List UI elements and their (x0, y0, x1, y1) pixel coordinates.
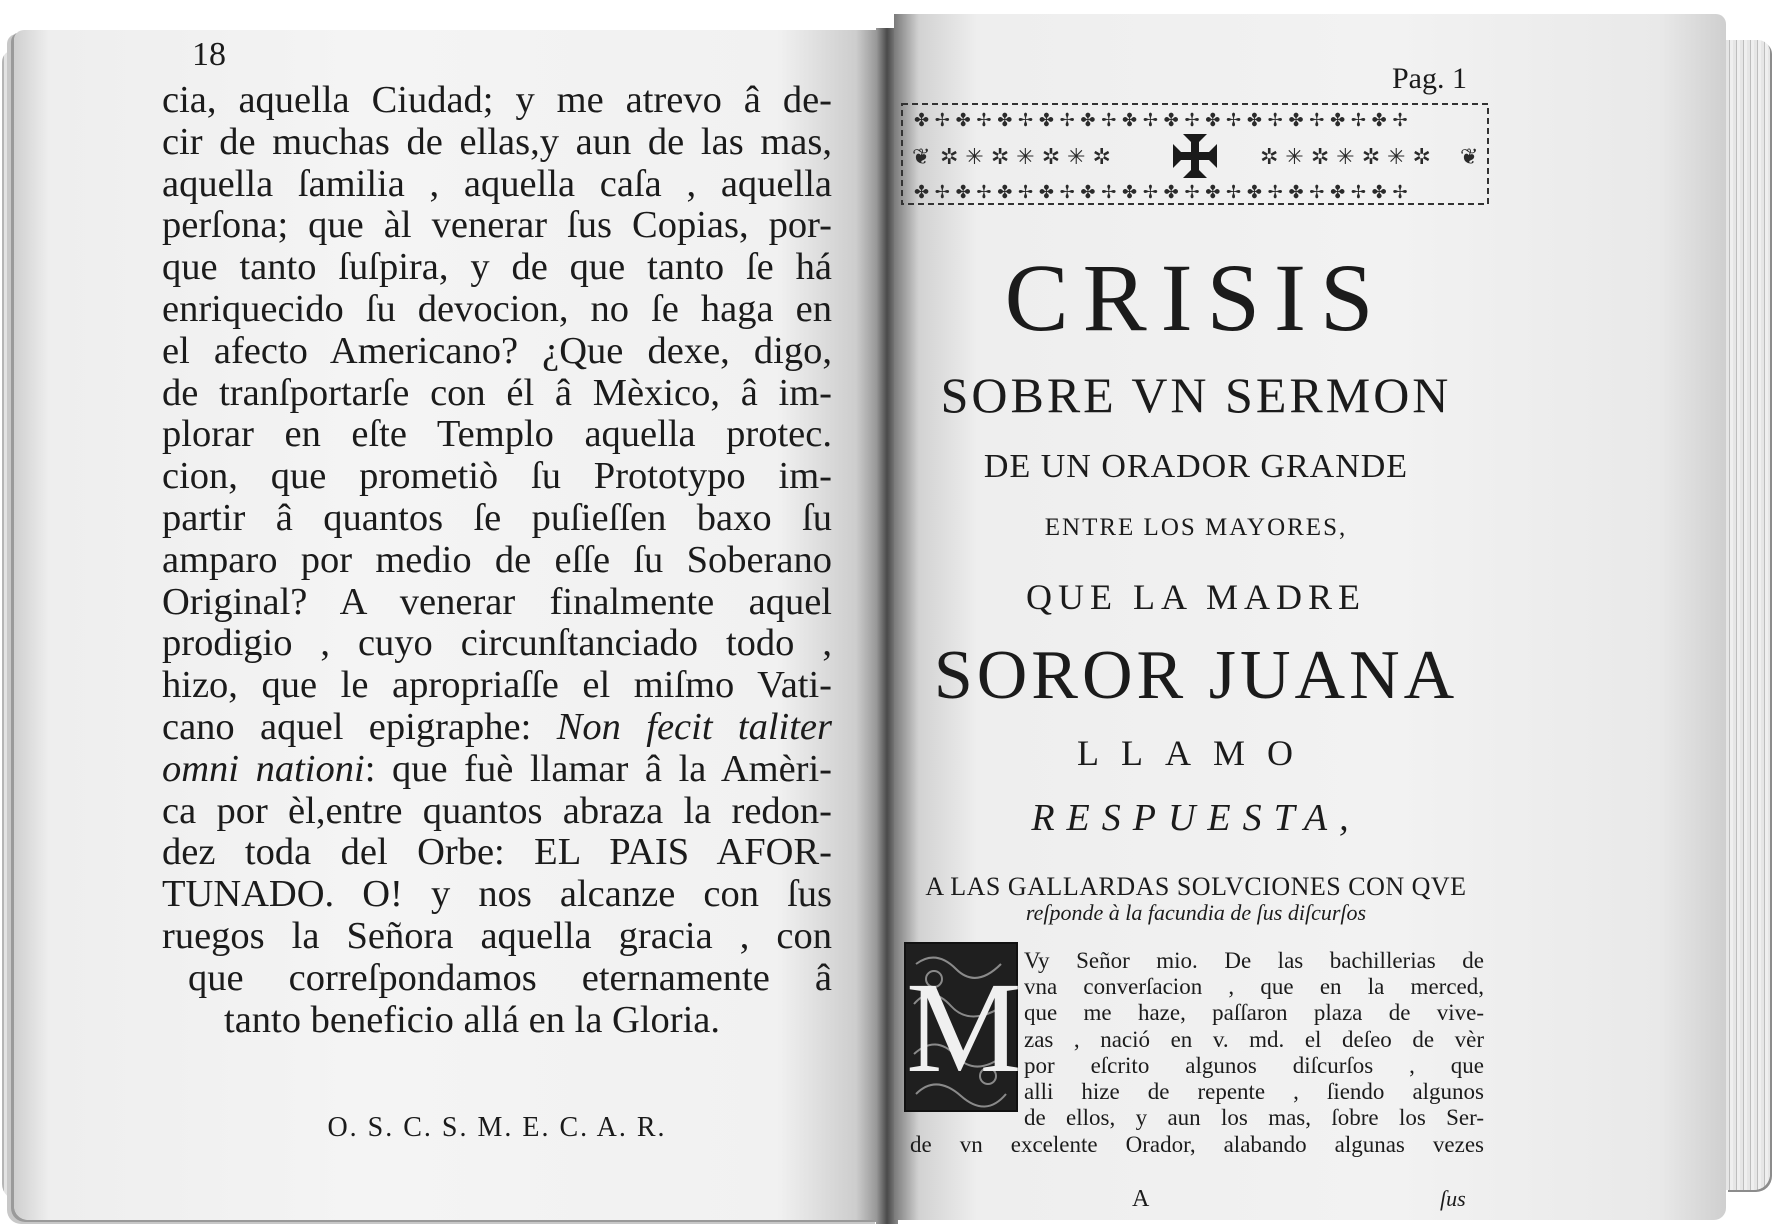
catchword: ſus (1440, 1186, 1466, 1211)
text-line: cir de muchas de ellas,y aun de las mas, (162, 120, 832, 163)
text-line: tanto beneficio allá en la Gloria. (224, 998, 721, 1041)
text-line: alli hize de repente , ſiendo algunos (1024, 1079, 1484, 1105)
text-line: zas , nació en v. md. el deſeo de vèr (1024, 1026, 1484, 1052)
initial-letter: M (906, 956, 1022, 1100)
text-line: aquella ſamilia , aquella caſa , aquella (162, 162, 832, 205)
title-orador: DE UN ORADOR GRANDE (983, 448, 1409, 485)
right-page-edges (1726, 40, 1770, 1190)
right-page (894, 14, 1726, 1220)
title-llamo: LLAMO (1077, 733, 1315, 773)
right-page-bottom-text (910, 1132, 1484, 1158)
right-page-number: Pag. 1 (1392, 62, 1467, 95)
text-line: amparo por medio de eſſe ſu Soberano (162, 538, 832, 581)
right-page-body (1024, 948, 1484, 1131)
title-soror-juana: SOROR JUANA (933, 637, 1459, 714)
title-respuesta: RESPUESTA, (1031, 797, 1361, 839)
text-line: que me haze, paſſaron plaza de vive- (1024, 1000, 1484, 1026)
text-line: partir â quantos ſe puſieſſen baxo ſu (162, 496, 832, 539)
decorated-initial (904, 942, 1022, 1112)
text-line: ca por èl,entre quantos abraza la redon- (162, 789, 832, 832)
text-line: de vn excelente Orador, alabando algunas vezes (910, 1132, 1484, 1157)
svg-text:✲ ✳ ✲ ✳ ✲ ✳ ✲: ✲ ✳ ✲ ✳ ✲ ✳ ✲ (1260, 145, 1431, 170)
text-line: hizo, que le apropriaſſe el miſmo Vati- (162, 664, 832, 707)
text-line: ruegos la Señora aquella gracia , con (162, 914, 832, 957)
text-line: Original? A venerar finalmente aquel (162, 580, 832, 623)
text-line: que correſpondamos eternamente â (188, 956, 832, 999)
text-line: de ellos, y aun los mas, ſobre los Ser- (1024, 1105, 1484, 1131)
decorative-ornament-band (900, 100, 1490, 210)
title-gallardas: A LAS GALLARDAS SOLVCIONES CON QVE (925, 872, 1467, 901)
left-page (14, 30, 882, 1220)
text-line: por eſcrito algunos diſcurſos , que (1024, 1052, 1484, 1078)
text-line: de tranſportarſe con él â Mèxico, â im- (162, 371, 832, 414)
title-crisis: CRISIS (1004, 244, 1388, 351)
title-responde: reſponde à la facundia de ſus diſcurſos (1025, 900, 1367, 925)
text-line: cia, aquella Ciudad; y me atrevo â de- (162, 79, 832, 121)
svg-text:✤ ✢ ✤ ✢ ✤ ✢ ✤ ✢ ✤ ✢ ✤ ✢ ✤ ✢ ✤: ✤ ✢ ✤ ✢ ✤ ✢ ✤ ✢ ✤ ✢ ✤ ✢ ✤ ✢ ✤ ✢ ✤ ✢ ✤ ✢ ✤ ✢ ✤ ✢ (914, 110, 1408, 131)
text-line: vna converſacion , que en la merced, (1024, 974, 1484, 1000)
text-line: Vy Señor mio. De las bachillerias de (1024, 948, 1484, 973)
text-fragment: : que fuè llamar â la Amèri- (364, 747, 832, 790)
text-line (162, 749, 832, 791)
text-line: prodigio , cuyo circunſtanciado todo , (162, 622, 832, 665)
latin-quote: Non fecit taliter (556, 705, 833, 748)
svg-text:❦: ❦ (912, 145, 931, 170)
text-line: cion, que prometiò ſu Prototypo im- (162, 455, 832, 498)
svg-text:✤ ✢ ✤ ✢ ✤ ✢ ✤ ✢ ✤ ✢ ✤ ✢ ✤ ✢ ✤: ✤ ✢ ✤ ✢ ✤ ✢ ✤ ✢ ✤ ✢ ✤ ✢ ✤ ✢ ✤ ✢ ✤ ✢ ✤ ✢ ✤ ✢ ✤ ✢ (914, 182, 1408, 203)
text-line (162, 707, 832, 749)
left-page-number: 18 (192, 36, 226, 73)
signature-mark: A (1132, 1186, 1150, 1212)
title-entre: ENTRE LOS MAYORES, (1044, 514, 1348, 541)
title-sobre: SOBRE VN SERMON (940, 367, 1452, 423)
title-madre: QUE LA MADRE (1026, 577, 1366, 617)
text-line: el afecto Americano? ¿Que dexe, digo, (162, 329, 832, 372)
text-line: TUNADO. O! y nos alcanze con ſus (162, 873, 832, 916)
svg-text:✲ ✳ ✲ ✳ ✲ ✳ ✲: ✲ ✳ ✲ ✳ ✲ ✳ ✲ (940, 145, 1111, 170)
text-line: enriquecido ſu devocion, no ſe haga en (162, 287, 832, 330)
svg-text:❦: ❦ (1460, 145, 1479, 170)
text-fragment: cano aquel epigraphe: (162, 705, 532, 748)
latin-quote-end: omni nationi (162, 747, 365, 790)
left-page-text (162, 80, 832, 1041)
text-line: que tanto ſuſpira, y de que tanto ſe há (162, 246, 832, 289)
text-line: dez toda del Orbe: EL PAIS AFOR- (162, 831, 832, 874)
signature-initials: O. S. C. S. M. E. C. A. R. (327, 1112, 667, 1143)
text-line: perſona; que àl venerar ſus Copias, por- (162, 204, 832, 247)
text-line: plorar en eſte Templo aquella protec. (162, 413, 832, 456)
